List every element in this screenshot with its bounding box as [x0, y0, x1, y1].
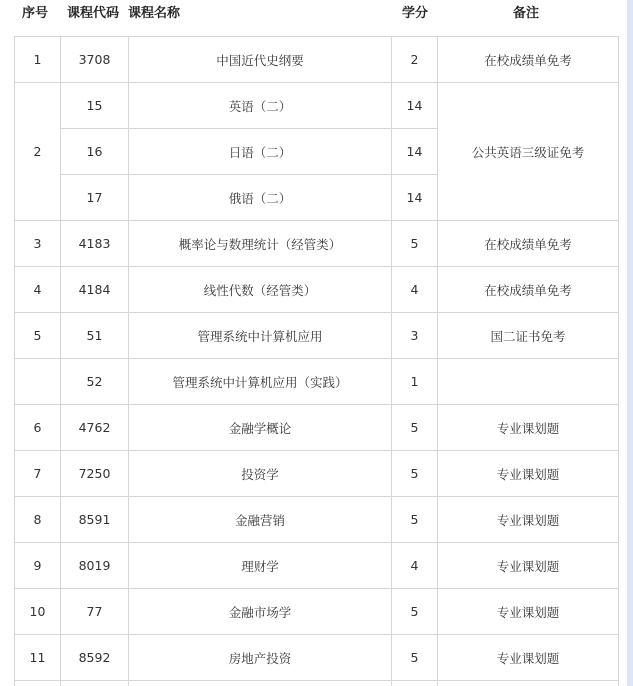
header-course-name: 课程名称: [128, 6, 181, 21]
credit-cell: 5: [392, 497, 438, 543]
credit-cell: 4: [392, 267, 438, 313]
credit-cell: 5: [392, 451, 438, 497]
table-row: [15, 405, 619, 451]
seq-cell: 1: [15, 37, 61, 83]
note-cell: 专业课划题: [438, 497, 619, 543]
name-cell: 房地产投资: [129, 635, 392, 681]
seq-cell: 3: [15, 221, 61, 267]
name-cell: 投资学: [129, 451, 392, 497]
table-row: [15, 37, 619, 83]
note-cell: 公共英语三级证免考: [438, 83, 619, 221]
code-cell: 7250: [61, 451, 129, 497]
credit-cell: 14: [392, 129, 438, 175]
credit-cell: 1: [392, 359, 438, 405]
seq-cell: 7: [15, 451, 61, 497]
code-cell: [61, 681, 129, 686]
note-cell: 专业课划题: [438, 635, 619, 681]
note-cell: 专业课划题: [438, 451, 619, 497]
credit-cell: 4: [392, 543, 438, 589]
code-cell: 3708: [61, 37, 129, 83]
table-row: [15, 497, 619, 543]
seq-cell: 4: [15, 267, 61, 313]
name-cell: 中国近代史纲要: [129, 37, 392, 83]
seq-cell: 5: [15, 313, 61, 359]
name-cell: 日语（二）: [129, 129, 392, 175]
header-note: 备注: [513, 6, 540, 21]
name-cell: 管理系统中计算机应用（实践）: [129, 359, 392, 405]
seq-cell: [15, 359, 61, 405]
code-cell: 77: [61, 589, 129, 635]
name-cell: 英语（二）: [129, 83, 392, 129]
note-cell: 专业课划题: [438, 589, 619, 635]
name-cell: 概率论与数理统计（经管类）: [129, 221, 392, 267]
header-course-code: 课程代码: [67, 6, 120, 21]
code-cell: 52: [61, 359, 129, 405]
name-cell: 金融营销: [129, 497, 392, 543]
code-cell: 8591: [61, 497, 129, 543]
credit-cell: 3: [392, 313, 438, 359]
course-table: [14, 36, 619, 686]
table-row: [15, 451, 619, 497]
table-row: [15, 635, 619, 681]
seq-cell: [15, 681, 61, 686]
header-seq: 序号: [22, 6, 49, 21]
name-cell: 管理系统中计算机应用: [129, 313, 392, 359]
table-row: [15, 681, 619, 686]
table-row: [15, 359, 619, 405]
table-header: [0, 0, 633, 22]
code-cell: 8019: [61, 543, 129, 589]
credit-cell: 5: [392, 589, 438, 635]
credit-cell: 14: [392, 83, 438, 129]
note-cell: 国二证书免考: [438, 313, 619, 359]
seq-cell: 2: [15, 83, 61, 221]
seq-cell: 10: [15, 589, 61, 635]
credit-cell: 5: [392, 635, 438, 681]
note-cell: 在校成绩单免考: [438, 37, 619, 83]
name-cell: [129, 681, 392, 686]
seq-cell: 6: [15, 405, 61, 451]
credit-cell: [392, 681, 438, 686]
name-cell: 理财学: [129, 543, 392, 589]
code-cell: 8592: [61, 635, 129, 681]
code-cell: 4184: [61, 267, 129, 313]
table-row: [15, 267, 619, 313]
code-cell: 4762: [61, 405, 129, 451]
code-cell: 16: [61, 129, 129, 175]
code-cell: 15: [61, 83, 129, 129]
note-cell: [438, 681, 619, 686]
name-cell: 俄语（二）: [129, 175, 392, 221]
table-row: [15, 221, 619, 267]
seq-cell: 9: [15, 543, 61, 589]
code-cell: 51: [61, 313, 129, 359]
note-cell: 在校成绩单免考: [438, 267, 619, 313]
code-cell: 17: [61, 175, 129, 221]
credit-cell: 2: [392, 37, 438, 83]
note-cell: 在校成绩单免考: [438, 221, 619, 267]
note-cell: [438, 359, 619, 405]
credit-cell: 5: [392, 405, 438, 451]
name-cell: 线性代数（经管类）: [129, 267, 392, 313]
scroll-gutter: [627, 0, 633, 686]
note-cell: 专业课划题: [438, 543, 619, 589]
table-row: [15, 83, 619, 129]
table-row: [15, 589, 619, 635]
table-row: [15, 313, 619, 359]
name-cell: 金融学概论: [129, 405, 392, 451]
header-credit: 学分: [402, 6, 429, 21]
table-row: [15, 543, 619, 589]
credit-cell: 14: [392, 175, 438, 221]
credit-cell: 5: [392, 221, 438, 267]
seq-cell: 11: [15, 635, 61, 681]
code-cell: 4183: [61, 221, 129, 267]
note-cell: 专业课划题: [438, 405, 619, 451]
name-cell: 金融市场学: [129, 589, 392, 635]
seq-cell: 8: [15, 497, 61, 543]
